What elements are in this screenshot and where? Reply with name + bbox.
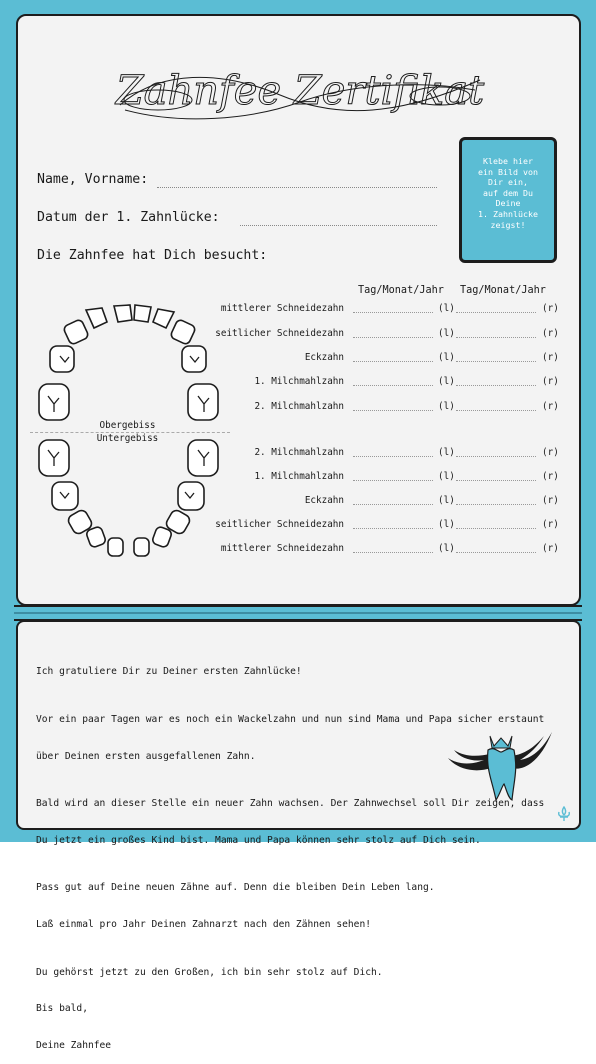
letter-line: über Deinen ersten ausgefallenen Zahn. — [36, 750, 256, 762]
side-marker: (r) — [542, 447, 559, 458]
table-row — [190, 401, 560, 415]
table-row — [190, 471, 560, 485]
photo-box-line: zeigst! — [490, 219, 526, 230]
tooth-name: 1. Milchmahlzahn — [254, 471, 344, 482]
date-line-left[interactable] — [353, 552, 433, 553]
date-line-left[interactable] — [353, 456, 433, 457]
side-marker: (r) — [542, 303, 559, 314]
date-line-left[interactable] — [353, 504, 433, 505]
side-marker: (l) — [438, 447, 455, 458]
date-line-right[interactable] — [456, 312, 536, 313]
date-line-right[interactable] — [456, 480, 536, 481]
upper-tooth — [153, 309, 174, 328]
photo-box-line: auf dem Du — [483, 187, 533, 198]
date-line-right[interactable] — [456, 337, 536, 338]
section-divider-band — [14, 605, 582, 621]
fleur-de-lis-icon — [556, 806, 572, 822]
tooth-name: 1. Milchmahlzahn — [254, 376, 344, 387]
photo-box-line: ein Bild von — [478, 166, 538, 177]
visited-label: Die Zahnfee hat Dich besucht: — [37, 248, 268, 263]
table-row — [190, 328, 560, 342]
certificate-title: Zahnfee Zertifikat — [115, 68, 485, 114]
tooth-name: 2. Milchmahlzahn — [254, 447, 344, 458]
tooth-fairy-mascot-icon — [446, 728, 556, 808]
photo-box-line: 1. Zahnlücke — [478, 208, 538, 219]
side-marker: (l) — [438, 352, 455, 363]
side-marker: (l) — [438, 495, 455, 506]
side-marker: (l) — [438, 328, 455, 339]
date-line-right[interactable] — [456, 552, 536, 553]
column-header-left: Tag/Monat/Jahr — [358, 285, 444, 296]
side-marker: (r) — [542, 543, 559, 554]
upper-tooth — [86, 308, 107, 328]
date-line-left[interactable] — [353, 385, 433, 386]
congratulation-letter — [36, 642, 544, 1064]
side-marker: (l) — [438, 303, 455, 314]
date-line-left[interactable] — [353, 361, 433, 362]
letter-line: Du gehörst jetzt zu den Großen, ich bin sehr stolz auf Dich. — [36, 966, 383, 978]
side-marker: (r) — [542, 352, 559, 363]
photo-box-line: Deine — [495, 198, 521, 209]
date-fill-line[interactable] — [240, 225, 437, 226]
letter-line: Bald wird an dieser Stelle ein neuer Zahn wachsen. Der Zahnwechsel soll Dir zeigen, dass — [36, 798, 545, 810]
date-line-left[interactable] — [353, 528, 433, 529]
tooth-name: mittlerer Schneidezahn — [220, 543, 344, 554]
upper-tooth — [134, 305, 151, 322]
side-marker: (l) — [438, 401, 455, 412]
table-row — [190, 543, 560, 557]
date-line-right[interactable] — [456, 361, 536, 362]
side-marker: (l) — [438, 471, 455, 482]
side-marker: (r) — [542, 401, 559, 412]
title-ornament — [100, 50, 500, 130]
side-marker: (l) — [438, 519, 455, 530]
side-marker: (r) — [542, 495, 559, 506]
side-marker: (r) — [542, 376, 559, 387]
date-line-left[interactable] — [353, 410, 433, 411]
side-marker: (r) — [542, 328, 559, 339]
date-line-right[interactable] — [456, 456, 536, 457]
photo-box-line: Klebe hier — [483, 156, 533, 166]
tooth-name: Eckzahn — [304, 495, 344, 506]
date-line-right[interactable] — [456, 410, 536, 411]
photo-box-line: Dir ein, — [488, 177, 528, 188]
upper-tooth — [114, 305, 132, 322]
divider-stripe — [14, 612, 582, 614]
table-row — [190, 352, 560, 366]
side-marker: (r) — [542, 471, 559, 482]
name-label: Name, Vorname: — [37, 172, 149, 187]
table-row — [190, 447, 560, 461]
name-fill-line[interactable] — [157, 187, 437, 188]
upper-jaw-label: Obergebiss — [99, 420, 156, 431]
table-row — [190, 495, 560, 509]
tooth-name: mittlerer Schneidezahn — [220, 303, 344, 314]
date-line-right[interactable] — [456, 504, 536, 505]
date-line-right[interactable] — [456, 528, 536, 529]
letter-line: Du jetzt ein großes Kind bist. Mama und Papa können sehr stolz auf Dich sein. — [36, 834, 481, 846]
column-header-right: Tag/Monat/Jahr — [460, 285, 546, 296]
tooth-name: seitlicher Schneidezahn — [215, 328, 344, 339]
letter-paragraph: Ich gratuliere Dir zu Deiner ersten Zahnlücke! — [36, 666, 302, 678]
letter-line: Bis bald, — [36, 1003, 88, 1015]
photo-placeholder-box — [459, 137, 557, 263]
table-row — [190, 519, 560, 533]
lower-jaw-label: Untergebiss — [96, 433, 159, 444]
tooth-name: seitlicher Schneidezahn — [215, 519, 344, 530]
tooth-name: Eckzahn — [304, 352, 344, 363]
date-line-right[interactable] — [456, 385, 536, 386]
table-row — [190, 303, 560, 317]
letter-line: Vor ein paar Tagen war es noch ein Wackelzahn und nun sind Mama und Papa sicher erstaunt — [36, 714, 545, 726]
letter-signature: Deine Zahnfee — [36, 1039, 112, 1051]
tooth-name: 2. Milchmahlzahn — [254, 401, 344, 412]
side-marker: (l) — [438, 376, 455, 387]
table-row — [190, 376, 560, 390]
date-line-left[interactable] — [353, 480, 433, 481]
date-label: Datum der 1. Zahnlücke: — [37, 210, 220, 225]
letter-line: Pass gut auf Deine neuen Zähne auf. Denn die bleiben Dein Leben lang. — [36, 882, 435, 894]
side-marker: (l) — [438, 543, 455, 554]
side-marker: (r) — [542, 519, 559, 530]
date-line-left[interactable] — [353, 337, 433, 338]
letter-line: Laß einmal pro Jahr Deinen Zahnarzt nach den Zähnen sehen! — [36, 919, 372, 931]
date-line-left[interactable] — [353, 312, 433, 313]
